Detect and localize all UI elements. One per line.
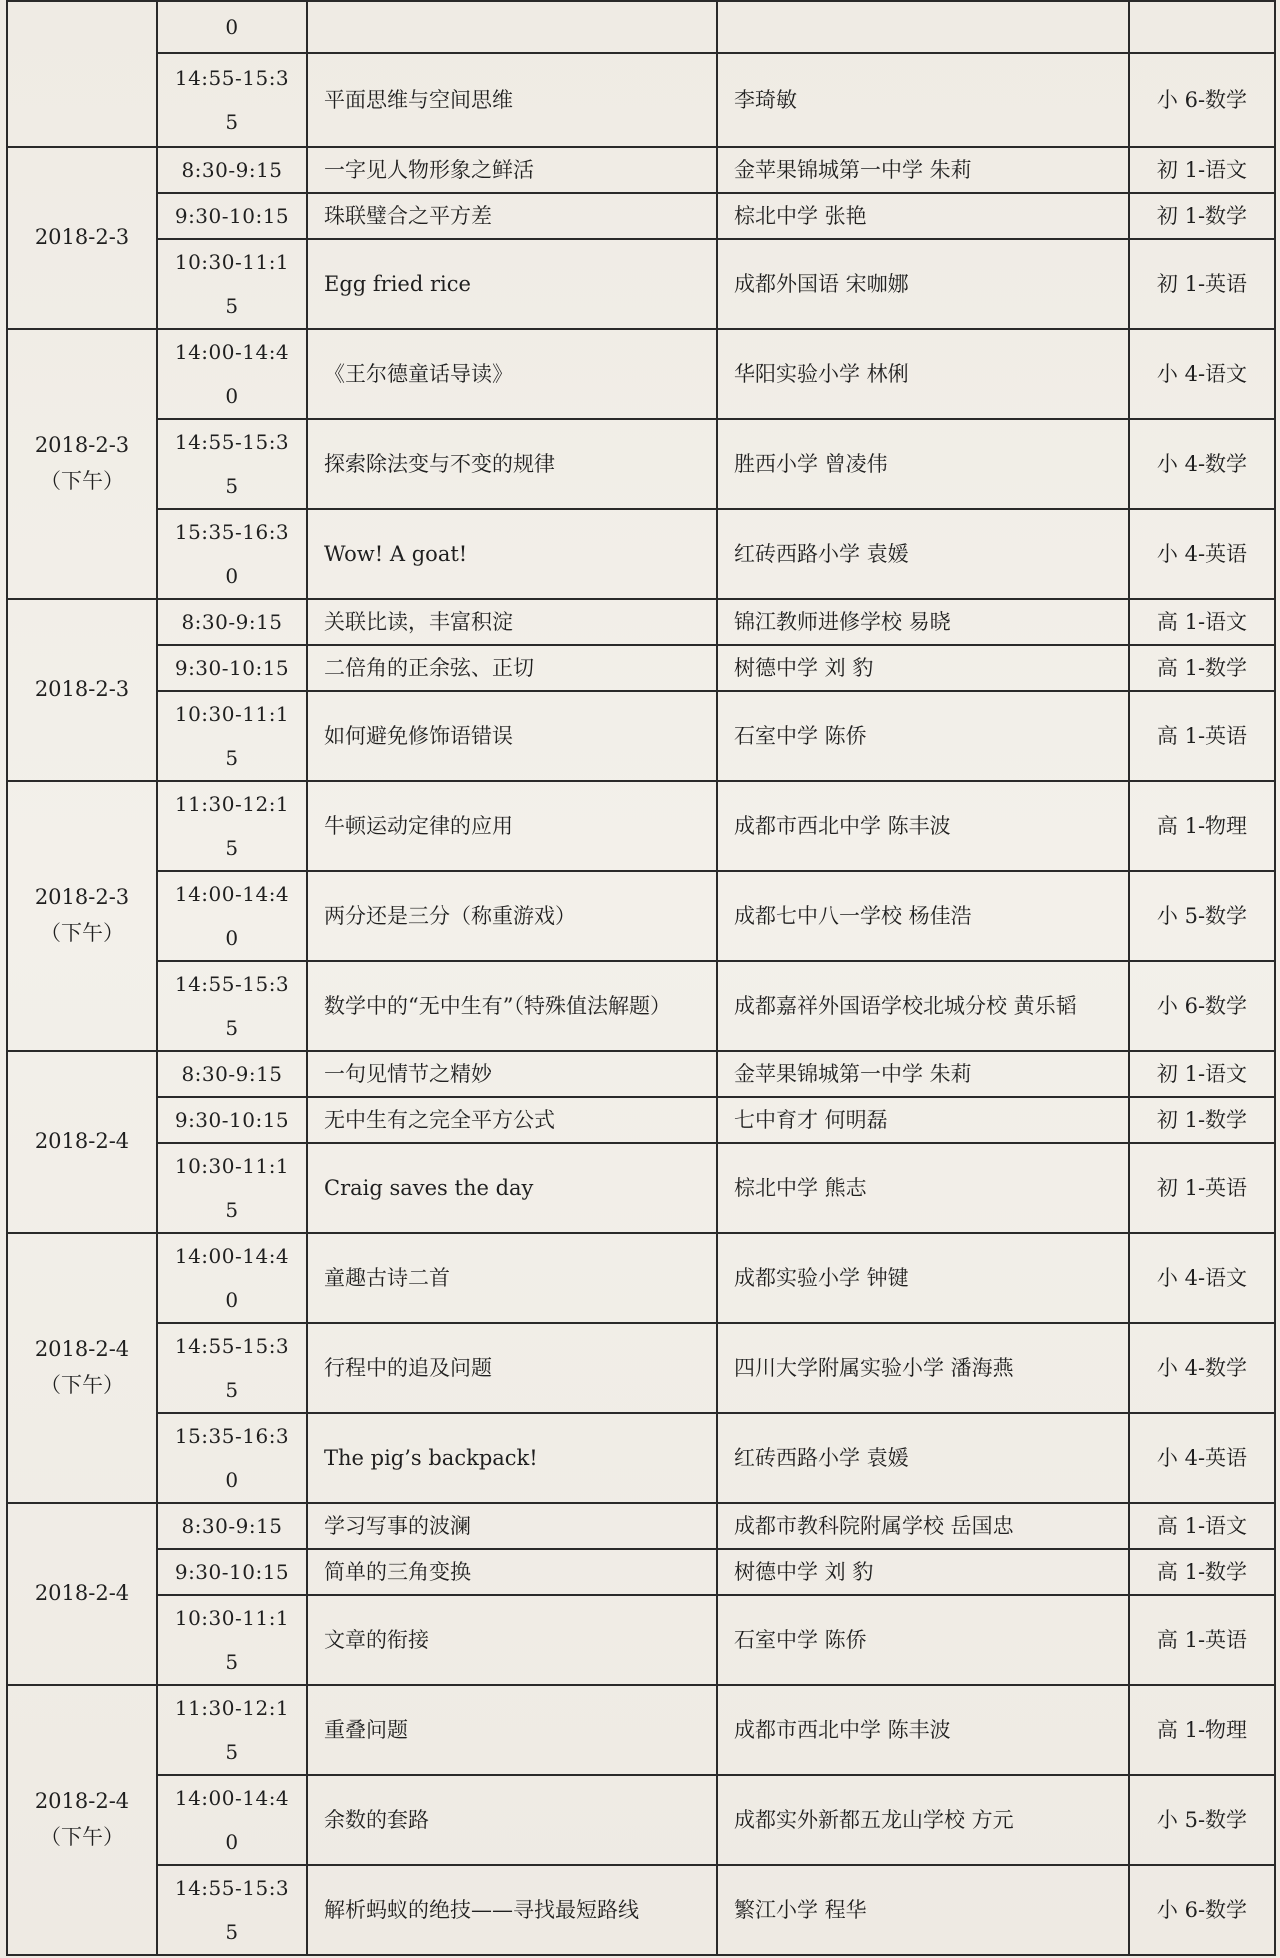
date-text: 2018-2-4 [34,1337,130,1362]
topic-cell: 学习写事的波澜 [307,1503,717,1549]
subject-cell: 小 6-数学 [1129,961,1275,1051]
subject-cell: 小 6-数学 [1129,53,1275,147]
time-cell: 14:00-14:4 0 [157,871,307,961]
time-cell: 8:30-9:15 [157,147,307,193]
date-period: （下午） [40,921,124,945]
teacher-cell: 繁江小学 程华 [717,1865,1129,1955]
time-cell: 11:30-12:1 5 [157,781,307,871]
table-row [7,1775,1275,1865]
time-cell: 14:55-15:3 5 [157,1865,307,1955]
table-row [7,599,1275,645]
subject-cell: 小 4-数学 [1129,419,1275,509]
time-cell: 8:30-9:15 [157,599,307,645]
subject-cell: 小 4-英语 [1129,1413,1275,1503]
teacher-cell: 红砖西路小学 袁媛 [717,1413,1129,1503]
table-row [7,1143,1275,1233]
subject-cell: 初 1-数学 [1129,1097,1275,1143]
teacher-cell: 棕北中学 张艳 [717,193,1129,239]
table-row [7,193,1275,239]
time-cell: 10:30-11:1 5 [157,1595,307,1685]
time-cell: 10:30-11:1 5 [157,691,307,781]
date-cell [7,1233,157,1503]
schedule-table [6,0,1276,1956]
subject-cell: 小 4-语文 [1129,329,1275,419]
time-cell: 11:30-12:1 5 [157,1685,307,1775]
table-row [7,1685,1275,1775]
topic-cell: 童趣古诗二首 [307,1233,717,1323]
table-row [7,1,1275,53]
teacher-cell: 成都实验小学 钟键 [717,1233,1129,1323]
topic-cell: 无中生有之完全平方公式 [307,1097,717,1143]
table-row [7,1233,1275,1323]
teacher-cell: 金苹果锦城第一中学 朱莉 [717,147,1129,193]
subject-cell: 初 1-英语 [1129,239,1275,329]
topic-cell: 重叠问题 [307,1685,717,1775]
time-cell: 14:55-15:3 5 [157,1323,307,1413]
time-cell: 14:55-15:3 5 [157,961,307,1051]
date-text: 2018-2-3 [34,885,130,910]
table-row [7,329,1275,419]
table-row [7,1503,1275,1549]
teacher-cell: 成都七中八一学校 杨佳浩 [717,871,1129,961]
topic-cell: 一句见情节之精妙 [307,1051,717,1097]
table-row [7,1595,1275,1685]
date-period: （下午） [40,469,124,493]
topic-cell: 探索除法变与不变的规律 [307,419,717,509]
topic-cell: 行程中的追及问题 [307,1323,717,1413]
topic-cell: 珠联璧合之平方差 [307,193,717,239]
table-row [7,781,1275,871]
time-cell: 14:00-14:4 0 [157,1233,307,1323]
subject-cell: 高 1-物理 [1129,781,1275,871]
date-text: 2018-2-3 [34,433,130,458]
table-row [7,147,1275,193]
topic-cell: 二倍角的正余弦、正切 [307,645,717,691]
date-text: 2018-2-3 [34,677,130,702]
time-cell: 9:30-10:15 [157,1549,307,1595]
time-cell: 14:00-14:4 0 [157,329,307,419]
time-cell: 15:35-16:3 0 [157,1413,307,1503]
date-cell [7,599,157,781]
table-row [7,1097,1275,1143]
topic-cell: 一字见人物形象之鲜活 [307,147,717,193]
topic-cell: 两分还是三分（称重游戏） [307,871,717,961]
topic-cell: The pig’s backpack! [307,1413,717,1503]
subject-cell: 小 6-数学 [1129,1865,1275,1955]
subject-cell: 初 1-数学 [1129,193,1275,239]
table-row [7,239,1275,329]
time-cell: 8:30-9:15 [157,1503,307,1549]
date-cell [7,1,157,147]
table-row [7,419,1275,509]
time-cell: 14:00-14:4 0 [157,1775,307,1865]
teacher-cell: 成都实外新都五龙山学校 方元 [717,1775,1129,1865]
teacher-cell: 四川大学附属实验小学 潘海燕 [717,1323,1129,1413]
topic-cell: 如何避免修饰语错误 [307,691,717,781]
topic-cell: 关联比读，丰富积淀 [307,599,717,645]
date-period: （下午） [40,1825,124,1849]
subject-cell: 高 1-英语 [1129,691,1275,781]
subject-cell: 小 5-数学 [1129,1775,1275,1865]
table-row [7,509,1275,599]
table-row [7,1323,1275,1413]
topic-cell: 简单的三角变换 [307,1549,717,1595]
teacher-cell: 树德中学 刘 豹 [717,645,1129,691]
date-text: 2018-2-3 [34,225,130,250]
table-row [7,1413,1275,1503]
subject-cell: 高 1-数学 [1129,1549,1275,1595]
table-row [7,691,1275,781]
date-period: （下午） [40,1373,124,1397]
date-cell [7,1685,157,1955]
teacher-cell [717,1,1129,53]
time-cell: 14:55-15:3 5 [157,53,307,147]
teacher-cell: 石室中学 陈侨 [717,691,1129,781]
teacher-cell: 石室中学 陈侨 [717,1595,1129,1685]
table-row [7,1549,1275,1595]
teacher-cell: 树德中学 刘 豹 [717,1549,1129,1595]
date-text: 2018-2-4 [34,1581,130,1606]
date-cell [7,1503,157,1685]
table-row [7,1865,1275,1955]
teacher-cell: 锦江教师进修学校 易晓 [717,599,1129,645]
subject-cell: 小 5-数学 [1129,871,1275,961]
topic-cell [307,1,717,53]
date-cell [7,781,157,1051]
teacher-cell: 胜西小学 曾凌伟 [717,419,1129,509]
topic-cell: 平面思维与空间思维 [307,53,717,147]
subject-cell [1129,1,1275,53]
date-cell [7,147,157,329]
topic-cell: 解析蚂蚁的绝技——寻找最短路线 [307,1865,717,1955]
table-row [7,871,1275,961]
topic-cell: Craig saves the day [307,1143,717,1233]
table-row [7,53,1275,147]
subject-cell: 小 4-数学 [1129,1323,1275,1413]
teacher-cell: 红砖西路小学 袁媛 [717,509,1129,599]
subject-cell: 初 1-语文 [1129,1051,1275,1097]
subject-cell: 初 1-语文 [1129,147,1275,193]
teacher-cell: 成都市西北中学 陈丰波 [717,781,1129,871]
teacher-cell: 成都外国语 宋咖娜 [717,239,1129,329]
subject-cell: 高 1-物理 [1129,1685,1275,1775]
topic-cell: 余数的套路 [307,1775,717,1865]
teacher-cell: 金苹果锦城第一中学 朱莉 [717,1051,1129,1097]
time-cell: 8:30-9:15 [157,1051,307,1097]
time-cell: 15:35-16:3 0 [157,509,307,599]
time-cell: 14:55-15:3 5 [157,419,307,509]
teacher-cell: 棕北中学 熊志 [717,1143,1129,1233]
time-cell: 9:30-10:15 [157,193,307,239]
topic-cell: Egg fried rice [307,239,717,329]
topic-cell: Wow! A goat! [307,509,717,599]
table-row [7,645,1275,691]
time-cell: 9:30-10:15 [157,1097,307,1143]
subject-cell: 高 1-数学 [1129,645,1275,691]
subject-cell: 小 4-语文 [1129,1233,1275,1323]
subject-cell: 高 1-语文 [1129,599,1275,645]
time-cell: 9:30-10:15 [157,645,307,691]
subject-cell: 高 1-语文 [1129,1503,1275,1549]
time-cell: 10:30-11:1 5 [157,239,307,329]
topic-cell: 牛顿运动定律的应用 [307,781,717,871]
topic-cell: 《王尔德童话导读》 [307,329,717,419]
time-cell: 0 [157,1,307,53]
teacher-cell: 成都嘉祥外国语学校北城分校 黄乐韬 [717,961,1129,1051]
teacher-cell: 成都市教科院附属学校 岳国忠 [717,1503,1129,1549]
teacher-cell: 华阳实验小学 林俐 [717,329,1129,419]
teacher-cell: 李琦敏 [717,53,1129,147]
time-cell: 10:30-11:1 5 [157,1143,307,1233]
table-row [7,961,1275,1051]
subject-cell: 高 1-英语 [1129,1595,1275,1685]
date-cell [7,1051,157,1233]
teacher-cell: 成都市西北中学 陈丰波 [717,1685,1129,1775]
teacher-cell: 七中育才 何明磊 [717,1097,1129,1143]
subject-cell: 小 4-英语 [1129,509,1275,599]
subject-cell: 初 1-英语 [1129,1143,1275,1233]
date-cell [7,329,157,599]
table-row [7,1051,1275,1097]
date-text: 2018-2-4 [34,1789,130,1814]
date-text: 2018-2-4 [34,1129,130,1154]
topic-cell: 数学中的“无中生有”（特殊值法解题） [307,961,717,1051]
topic-cell: 文章的衔接 [307,1595,717,1685]
